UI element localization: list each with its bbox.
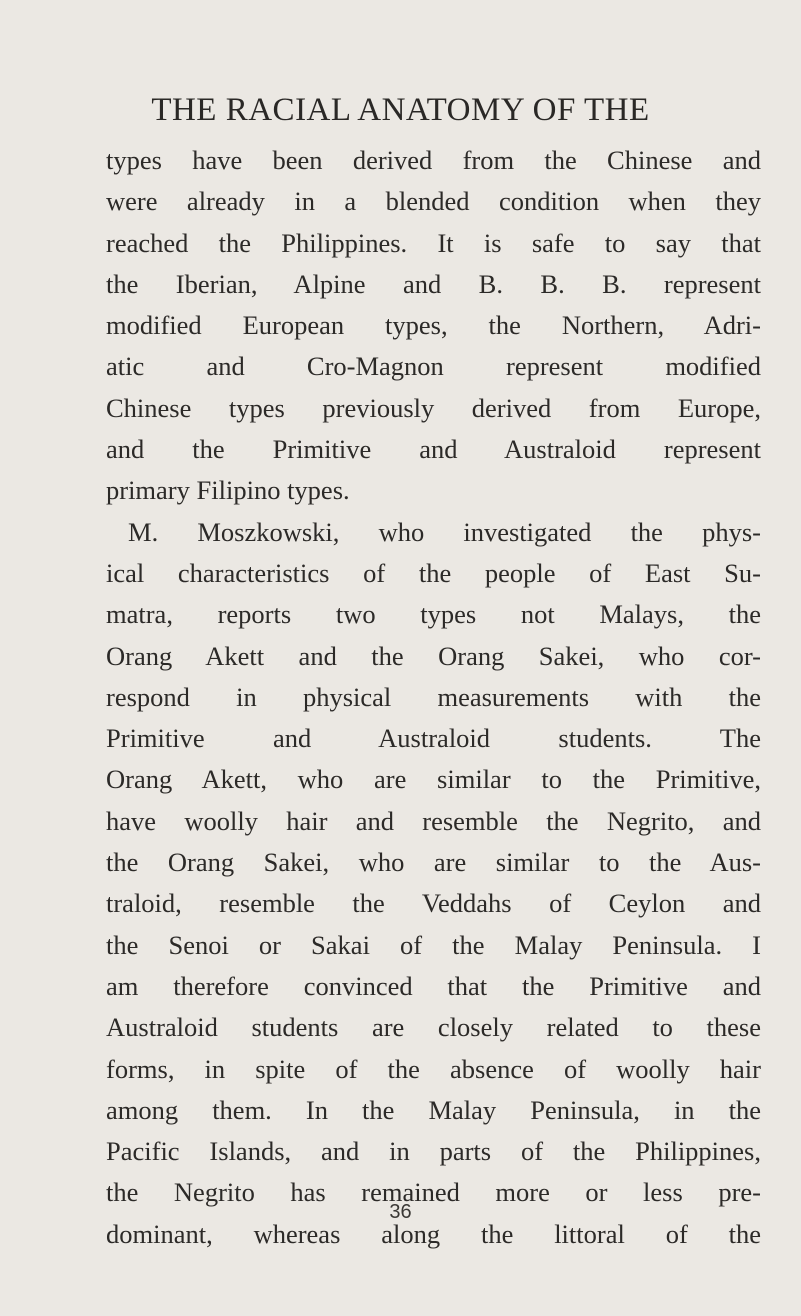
text-line: Chinese types previously derived from Europe,	[106, 392, 761, 423]
text-line: among them. In the Malay Peninsula, in the	[106, 1094, 761, 1125]
text-line: the Senoi or Sakai of the Malay Peninsula. I	[106, 929, 761, 960]
text-line: reached the Philippines. It is safe to say that	[106, 227, 761, 258]
running-head: THE RACIAL ANATOMY OF THE	[151, 92, 650, 128]
text-line: and the Primitive and Australoid represent	[106, 434, 761, 465]
text-line: types have been derived from the Chinese and	[106, 145, 761, 175]
text-line: ical characteristics of the people of East Su-	[106, 557, 761, 588]
body-text	[106, 140, 761, 1255]
text-line: Orang Akett, who are similar to the Primitive,	[106, 764, 761, 795]
text-line: Pacific Islands, and in parts of the Philippines,	[106, 1136, 761, 1167]
text-line: respond in physical measurements with the	[106, 681, 761, 712]
text-line: have woolly hair and resemble the Negrito, and	[106, 805, 761, 836]
text-line: forms, in spite of the absence of woolly hair	[106, 1053, 761, 1084]
text-line: traloid, resemble the Veddahs of Ceylon and	[106, 888, 761, 919]
text-line: primary Filipino types.	[106, 475, 350, 506]
text-line: Orang Akett and the Orang Sakei, who cor-	[106, 640, 761, 671]
text-line: the Orang Sakei, who are similar to the Aus-	[106, 847, 761, 878]
text-line: the Negrito has remained more or less pre-	[106, 1177, 761, 1208]
text-line: dominant, whereas along the littoral of the	[106, 1218, 761, 1249]
text-line: modified European types, the Northern, Adri-	[106, 310, 761, 341]
page-number: 36	[389, 1201, 412, 1223]
text-line: the Iberian, Alpine and B. B. B. represent	[106, 268, 761, 299]
text-line: matra, reports two types not Malays, the	[106, 599, 761, 630]
text-line: am therefore convinced that the Primitive and	[106, 970, 761, 1001]
text-line: M. Moszkowski, who investigated the phys-	[128, 516, 761, 547]
text-line: were already in a blended condition when they	[106, 186, 761, 217]
text-line: Primitive and Australoid students. The	[106, 723, 761, 754]
text-line: Australoid students are closely related to these	[106, 1012, 761, 1043]
text-line: atic and Cro-Magnon represent modified	[106, 351, 761, 382]
